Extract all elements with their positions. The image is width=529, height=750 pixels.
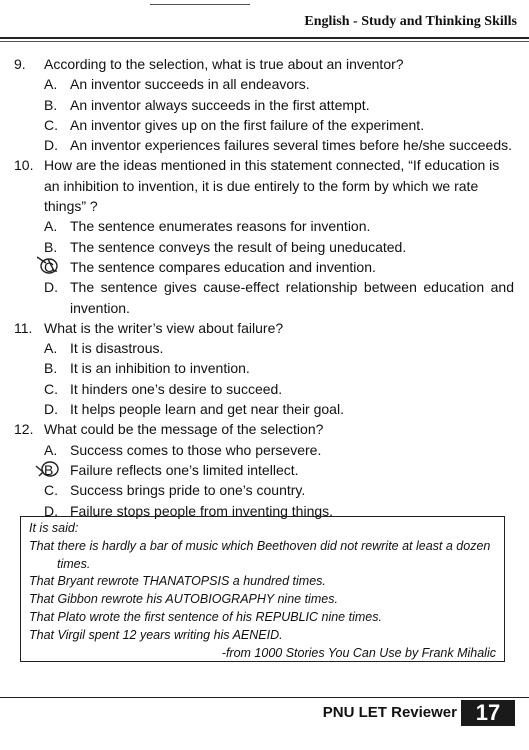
question-12 — [14, 419, 514, 439]
choice-letter: D. — [44, 502, 58, 519]
question-list — [14, 54, 514, 521]
choice-letter: B. — [44, 96, 58, 113]
footer-label: PNU LET Reviewer — [322, 704, 457, 721]
choice-text: Success comes to those who persevere. — [70, 441, 322, 458]
choice-letter: B. — [44, 360, 58, 377]
question-number: 12. — [14, 421, 34, 438]
choice-letter: C. — [44, 116, 58, 133]
choice-text: It hinders one’s desire to succeed. — [70, 380, 283, 397]
choice-11b — [14, 358, 514, 378]
quote-line: That Plato wrote the first sentence of his REPUBLIC nine times. — [29, 609, 382, 624]
choice-text: An inventor always succeeds in the first attempt. — [70, 96, 370, 113]
quote-box — [20, 516, 505, 662]
choice-text: An inventor gives up on the first failure of the experiment. — [70, 116, 425, 133]
quote-line: That Bryant rewrote THANATOPSIS a hundred times. — [29, 574, 326, 589]
choice-letter: C. — [44, 380, 58, 397]
choice-12b — [14, 460, 514, 480]
header-rule-thin — [0, 41, 529, 42]
choice-text: It is an inhibition to invention. — [70, 360, 250, 377]
question-number: 9. — [14, 56, 26, 72]
choice-text: An inventor succeeds in all endeavors. — [70, 76, 310, 93]
choice-9a — [14, 74, 514, 94]
choice-letter: D. — [44, 401, 58, 418]
footer-rule — [0, 697, 529, 698]
choice-text: The sentence conveys the result of being uneducated. — [70, 238, 407, 255]
question-number: 11. — [14, 319, 33, 336]
choice-11d — [14, 399, 514, 419]
choice-10a — [14, 216, 514, 236]
choice-9b — [14, 95, 514, 115]
quote-line: That Virgil spent 12 years writing his AENEID. — [29, 627, 283, 642]
quote-line: That Gibbon rewrote his AUTOBIOGRAPHY nine times. — [29, 592, 338, 607]
choice-letter: A. — [44, 441, 58, 458]
question-11 — [14, 318, 514, 338]
choice-text: An inventor experiences failures several times before he/she succeeds. — [70, 137, 513, 154]
question-10 — [14, 155, 514, 216]
choice-10b — [14, 237, 514, 257]
choice-text: The sentence enumerates reasons for invention. — [70, 218, 371, 235]
running-header: English - Study and Thinking Skills — [304, 14, 517, 29]
choice-text: It helps people learn and get near their goal. — [70, 401, 344, 418]
question-9 — [14, 54, 514, 74]
choice-text: Failure reflects one’s limited intellect. — [70, 461, 299, 478]
choice-12c — [14, 480, 514, 500]
choice-letter: C. — [44, 258, 58, 275]
question-text: According to the selection, what is true about an inventor? — [44, 56, 404, 72]
choice-letter: C. — [44, 482, 58, 499]
quote-line: times. — [57, 556, 91, 571]
choice-9c — [14, 115, 514, 135]
choice-10c — [14, 257, 514, 277]
header-rule — [0, 37, 529, 39]
choice-letter: B. — [44, 461, 58, 478]
choice-text: Success brings pride to one’s country. — [70, 482, 306, 499]
choice-11a — [14, 338, 514, 358]
choice-text: The sentence gives cause-effect relationship between education and invention. — [70, 279, 514, 316]
choice-10d — [14, 277, 514, 318]
quote-line: That there is hardly a bar of music which Beethoven did not rewrite at least a dozen — [29, 538, 491, 553]
choice-11c — [14, 379, 514, 399]
choice-text: It is disastrous. — [70, 340, 164, 357]
quote-source: -from 1000 Stories You Can Use by Frank Mihalic — [221, 645, 496, 660]
choice-letter: D. — [44, 279, 58, 296]
choice-text: The sentence compares education and invention. — [70, 258, 376, 275]
question-number: 10. — [14, 157, 34, 174]
choice-12a — [14, 440, 514, 460]
choice-text: Failure stops people from inventing things. — [70, 502, 334, 519]
question-text: What is the writer’s view about failure? — [44, 319, 284, 336]
quote-intro: It is said: — [29, 521, 79, 535]
question-text: What could be the message of the selection? — [44, 421, 324, 438]
top-decorative-rule — [150, 4, 250, 5]
question-text: How are the ideas mentioned in this statement connected, “If education is an inhibition to invention, it is due entirely to the form by which we rate things” ? — [44, 157, 500, 215]
choice-9d — [14, 135, 514, 155]
choice-letter: A. — [44, 218, 58, 235]
choice-letter: A. — [44, 340, 58, 357]
choice-letter: A. — [44, 76, 58, 93]
choice-letter: B. — [44, 238, 58, 255]
choice-letter: D. — [44, 137, 58, 154]
page-number: 17 — [461, 700, 515, 726]
